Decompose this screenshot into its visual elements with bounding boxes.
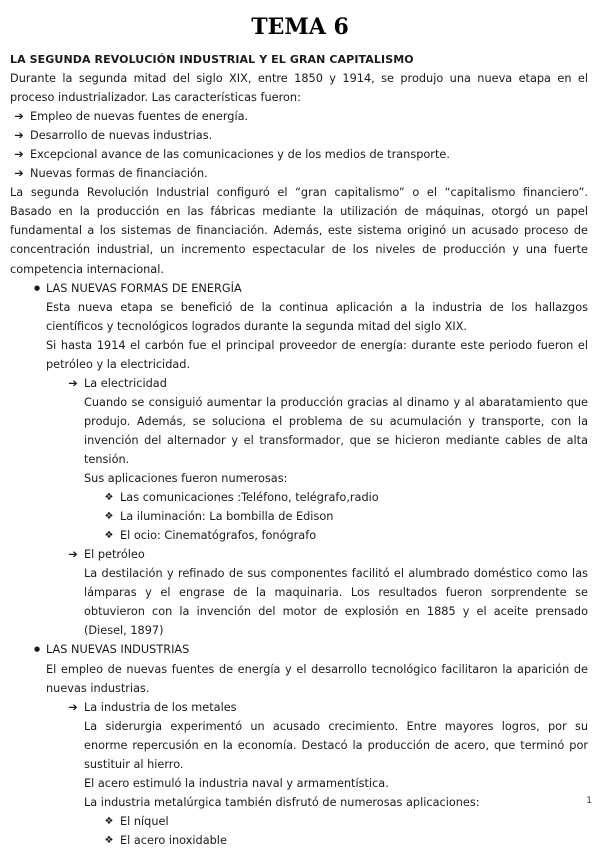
page-number: 1	[586, 796, 592, 806]
list-item-text: El níquel	[120, 814, 169, 828]
list-item-text: Nuevas formas de financiación.	[30, 167, 208, 181]
list-item	[10, 488, 588, 507]
subsection-label: La industria de los metales	[84, 700, 237, 714]
metals-paragraph: La industria metalúrgica también disfrutó de numerosas aplicaciones:	[84, 795, 480, 809]
energy-paragraph: Esta nueva etapa se benefició de la continua aplicación a la industria de los hallazgos científicos y tecnológicos logrados durante la segunda mitad del siglo XIX.	[46, 300, 588, 333]
arrow-bullet-icon: ➔	[14, 110, 24, 124]
list-item-text: Desarrollo de nuevas industrias.	[30, 129, 213, 143]
list-item	[10, 107, 588, 126]
arrow-bullet-icon: ➔	[14, 129, 24, 143]
diamond-bullet-icon: ❖	[104, 530, 114, 542]
list-item-text: El ocio: Cinematógrafos, fonógrafo	[120, 529, 317, 543]
metals-paragraph: El acero estimuló la industria naval y armamentística.	[84, 776, 389, 790]
list-item-text: Las comunicaciones :Teléfono, telégrafo,radio	[120, 491, 379, 505]
industries-paragraph: El empleo de nuevas fuentes de energía y el desarrollo tecnológico facilitaron la aparición de nuevas industrias.	[46, 662, 588, 695]
subsection-label: LAS NUEVAS INDUSTRIAS	[46, 643, 190, 657]
arrow-bullet-icon: ➔	[68, 548, 78, 562]
diamond-bullet-icon: ❖	[104, 815, 114, 827]
diamond-bullet-icon: ❖	[104, 834, 114, 846]
dot-bullet-icon: ●	[33, 283, 41, 292]
electricity-apps-intro: Sus aplicaciones fueron numerosas:	[84, 472, 288, 486]
diamond-bullet-icon: ❖	[104, 511, 114, 523]
subsection-label: La electricidad	[84, 376, 167, 390]
arrow-bullet-icon: ➔	[14, 148, 24, 162]
page-title: TEMA 6	[251, 14, 349, 40]
summary-paragraph: La segunda Revolución Industrial configuró el “gran capitalismo” o el “capitalismo financiero”. Basado en la producción en las fábricas mediante la utilización de máquinas, otorgó un papel fundamental a los sistemas de financiación. Además, este sistema originó un acusado proceso de concentración industrial, un incremento espectacular de los niveles de producción y una fuerte competencia internacional.	[10, 186, 588, 276]
list-item	[10, 698, 588, 717]
list-item-text: El acero inoxidable	[120, 833, 227, 847]
document-body	[10, 50, 588, 850]
arrow-bullet-icon: ➔	[68, 376, 78, 390]
intro-paragraph: Durante la segunda mitad del siglo XIX, entre 1850 y 1914, se produjo una nueva etapa en el proceso industrializador. Las características fueron:	[10, 72, 588, 105]
subsection-label: LAS NUEVAS FORMAS DE ENERGÍA	[46, 281, 242, 295]
metals-paragraph: La siderurgia experimentó un acusado crecimiento. Entre mayores logros, por su enorme repercusión en la economía. Destacó la producción de acero, que terminó por sustituir al hierro.	[84, 719, 588, 771]
list-item	[10, 145, 588, 164]
dot-bullet-icon: ●	[33, 645, 41, 654]
list-item	[10, 640, 588, 659]
list-item	[10, 526, 588, 545]
list-item	[10, 831, 588, 850]
list-item-text: La iluminación: La bombilla de Edison	[120, 510, 334, 524]
list-item	[10, 545, 588, 564]
list-item	[10, 507, 588, 526]
list-item	[10, 164, 588, 183]
section-heading: LA SEGUNDA REVOLUCIÓN INDUSTRIAL Y EL GRAN CAPITALISMO	[10, 53, 414, 66]
subsection-label: El petróleo	[84, 548, 145, 562]
arrow-bullet-icon: ➔	[68, 700, 78, 714]
petroleum-paragraph: La destilación y refinado de sus componentes facilitó el alumbrado doméstico como las lámparas y el engrase de la maquinaria. Los resultados fueron sorprendente se obtuvieron con la invención del motor de explosión en 1885 y el aceite prensado (Diesel, 1897)	[84, 567, 588, 638]
list-item-text: Excepcional avance de las comunicaciones y de los medios de transporte.	[30, 148, 450, 162]
list-item	[10, 812, 588, 831]
list-item-text: Empleo de nuevas fuentes de energía.	[30, 110, 249, 124]
arrow-bullet-icon: ➔	[14, 167, 24, 181]
energy-paragraph: Si hasta 1914 el carbón fue el principal proveedor de energía: durante este periodo fueron el petróleo y la electricidad.	[46, 338, 588, 371]
list-item	[10, 374, 588, 393]
diamond-bullet-icon: ❖	[104, 492, 114, 504]
list-item	[10, 126, 588, 145]
list-item	[10, 279, 588, 298]
electricity-paragraph: Cuando se consiguió aumentar la producción gracias al dinamo y al abaratamiento que produjo. Además, se soluciona el problema de su acumulación y transporte, con la invención del alternador y el transformador, que se hicieron mediante cables de alta tensión.	[84, 395, 588, 466]
